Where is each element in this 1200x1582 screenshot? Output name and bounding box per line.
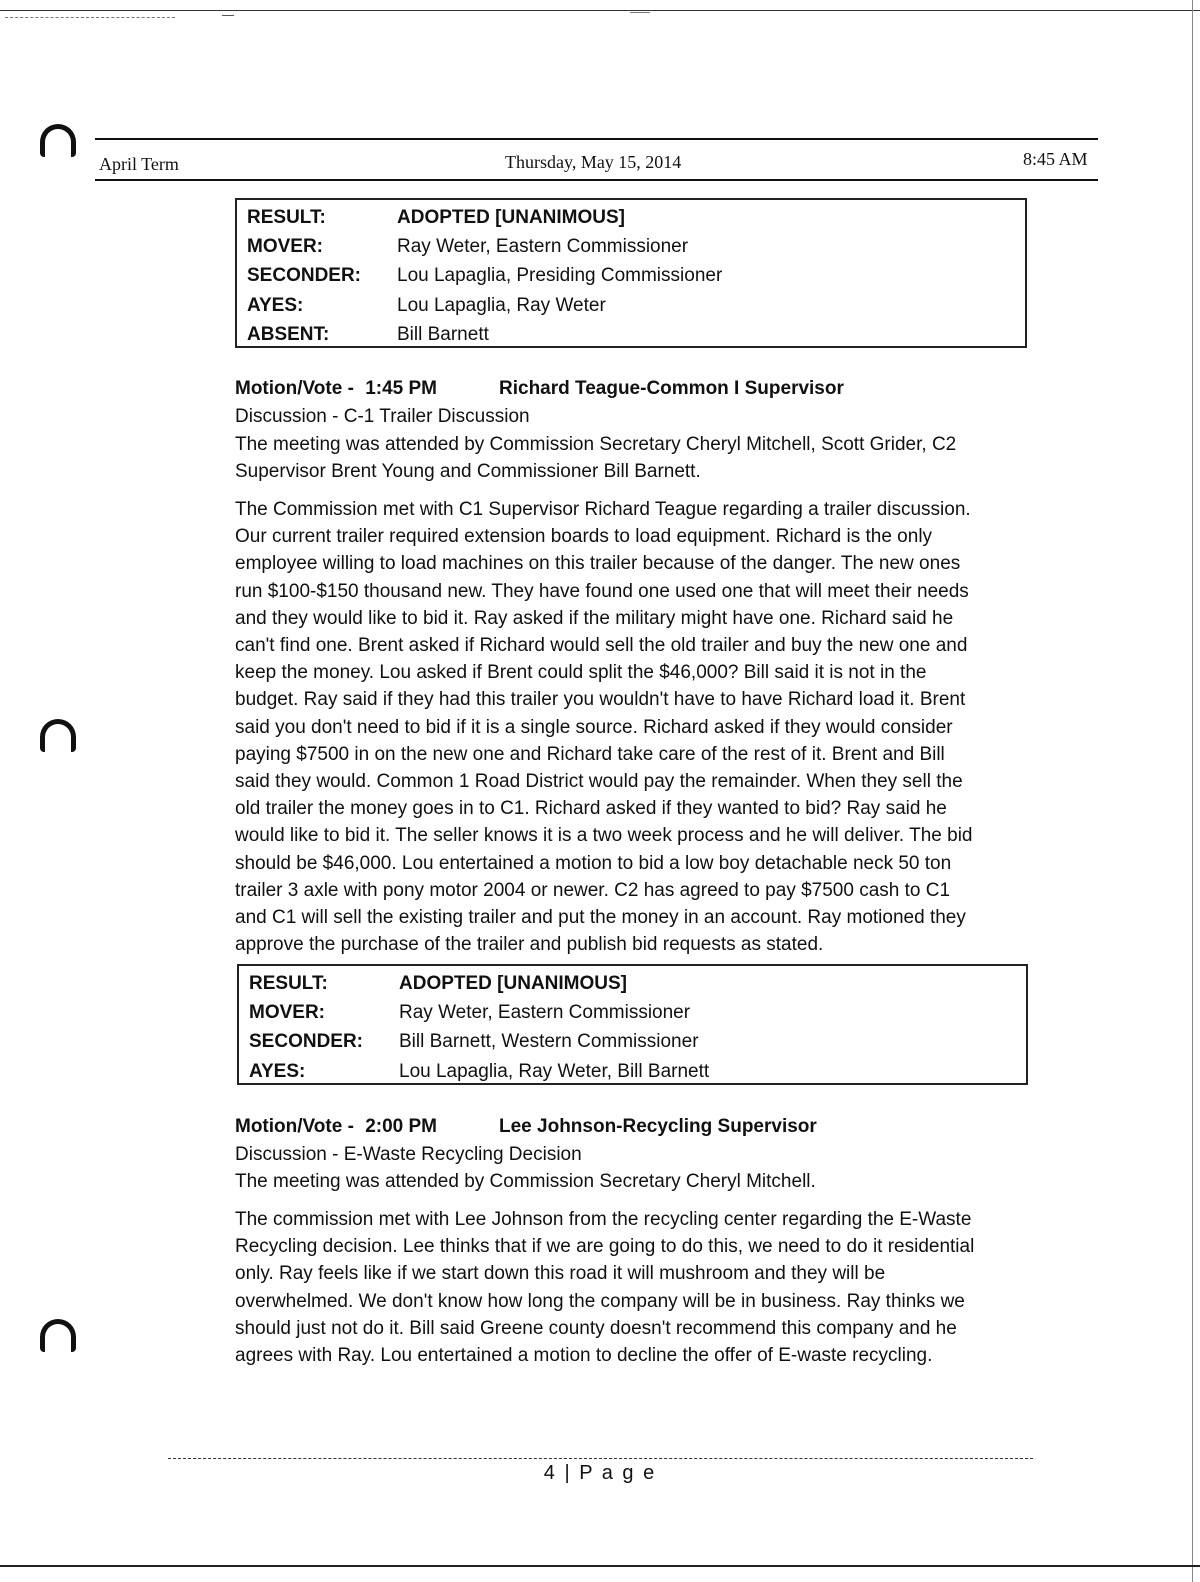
absent-value: Bill Barnett xyxy=(397,323,489,345)
scan-mark xyxy=(222,15,234,16)
result-row xyxy=(249,969,1016,998)
paragraph-line: would like to bid it. The seller knows it is a two week process and he will deliver. The bid xyxy=(235,825,973,847)
motion-heading xyxy=(235,378,844,400)
motion-presenter: Richard Teague-Common I Supervisor xyxy=(499,378,844,399)
discussion-topic: Discussion - C-1 Trailer Discussion xyxy=(235,406,530,427)
result-table xyxy=(237,964,1028,1085)
motion-label: Motion/Vote - xyxy=(235,378,354,399)
punch-hole-icon xyxy=(40,1319,76,1352)
page-number: 4 | P a g e xyxy=(543,1462,657,1484)
result-row xyxy=(247,232,1015,261)
result-key: RESULT: xyxy=(249,972,328,994)
header-rule-top xyxy=(95,138,1098,140)
paragraph-line: said you don't need to bid if it is a single source. Richard asked if they would consider xyxy=(235,716,953,738)
paragraph-line: approve the purchase of the trailer and publish bid requests as stated. xyxy=(235,934,824,956)
paragraph-line: and they would like to bid it. Ray asked if the military might have one. Richard said he xyxy=(235,607,954,629)
result-key: RESULT: xyxy=(247,206,326,228)
scan-mark xyxy=(5,17,175,18)
ayes-key: AYES: xyxy=(247,294,304,316)
seconder-key: SECONDER: xyxy=(249,1031,364,1053)
paragraph-line: budget. Ray said if they had this trailer you wouldn't have to have Richard load it. Brent xyxy=(235,689,966,711)
paragraph-line: employee willing to load machines on this trailer because of the danger. The new ones xyxy=(235,553,961,575)
header-date: Thursday, May 15, 2014 xyxy=(505,152,682,172)
seconder-value: Lou Lapaglia, Presiding Commissioner xyxy=(397,265,723,287)
attendance-line: The meeting was attended by Commission Secretary Cheryl Mitchell, Scott Grider, C2 xyxy=(235,434,957,455)
scan-edge-bottom xyxy=(0,1565,1200,1567)
seconder-value: Bill Barnett, Western Commissioner xyxy=(399,1031,699,1053)
mover-value: Ray Weter, Eastern Commissioner xyxy=(399,1001,691,1023)
paragraph-line: keep the money. Lou asked if Brent could split the $46,000? Bill said it is not in the xyxy=(235,662,927,684)
paragraph-line: paying $7500 in on the new one and Richard take care of the rest of it. Brent and Bill xyxy=(235,743,945,765)
result-row xyxy=(249,998,1016,1027)
paragraph-line: should be $46,000. Lou entertained a motion to bid a low boy detachable neck 50 ton xyxy=(235,852,952,874)
footer-rule xyxy=(168,1458,1033,1459)
paragraph-line: Our current trailer required extension boards to load equipment. Richard is the only xyxy=(235,526,933,548)
paragraph-line: trailer 3 axle with pony motor 2004 or newer. C2 has agreed to pay $7500 cash to C1 xyxy=(235,879,951,901)
result-value: ADOPTED [UNANIMOUS] xyxy=(399,972,627,994)
motion-heading xyxy=(235,1116,817,1138)
ayes-key: AYES: xyxy=(249,1060,306,1082)
result-row xyxy=(247,262,1015,291)
paragraph-line: should just not do it. Bill said Greene county doesn't recommend this company and he xyxy=(235,1317,957,1339)
motion-time: 1:45 PM xyxy=(365,378,437,399)
attendance-line: Supervisor Brent Young and Commissioner Bill Barnett. xyxy=(235,461,701,482)
scan-mark xyxy=(630,12,650,13)
scan-edge-top xyxy=(0,10,1200,11)
attendance-line: The meeting was attended by Commission Secretary Cheryl Mitchell. xyxy=(235,1171,816,1192)
minutes-paragraph xyxy=(235,496,1030,958)
result-row xyxy=(247,203,1015,232)
ayes-value: Lou Lapaglia, Ray Weter, Bill Barnett xyxy=(399,1060,710,1082)
paragraph-line: The commission met with Lee Johnson from the recycling center regarding the E-Waste xyxy=(235,1209,972,1230)
paragraph-line: only. Ray feels like if we start down this road it will mushroom and they will be xyxy=(235,1263,886,1285)
result-row xyxy=(247,320,1015,349)
punch-hole-icon xyxy=(40,124,76,157)
mover-key: MOVER: xyxy=(249,1001,325,1023)
scan-edge-right xyxy=(1192,0,1193,1582)
result-row xyxy=(249,1057,1016,1086)
paragraph-line: Recycling decision. Lee thinks that if we are going to do this, we need to do it residential xyxy=(235,1236,975,1258)
mover-value: Ray Weter, Eastern Commissioner xyxy=(397,235,689,257)
result-row xyxy=(249,1028,1016,1057)
paragraph-line: can't find one. Brent asked if Richard would sell the old trailer and buy the new one and xyxy=(235,635,968,657)
paragraph-line: said they would. Common 1 Road District would pay the remainder. When they sell the xyxy=(235,771,963,793)
result-row xyxy=(247,291,1015,320)
mover-key: MOVER: xyxy=(247,235,323,257)
motion-presenter: Lee Johnson-Recycling Supervisor xyxy=(499,1116,817,1137)
motion-time: 2:00 PM xyxy=(365,1116,437,1137)
paragraph-line: overwhelmed. We don't know how long the company will be in business. Ray thinks we xyxy=(235,1290,965,1312)
punch-hole-icon xyxy=(40,719,76,752)
paragraph-line: agrees with Ray. Lou entertained a motion to decline the offer of E-waste recycling. xyxy=(235,1345,933,1367)
motion-label: Motion/Vote - xyxy=(235,1116,354,1137)
result-value: ADOPTED [UNANIMOUS] xyxy=(397,206,625,228)
header-rule-bottom xyxy=(95,179,1098,181)
result-table xyxy=(235,198,1027,348)
paragraph-line: old trailer the money goes in to C1. Richard asked if they wanted to bid? Ray said he xyxy=(235,798,947,820)
header-time: 8:45 AM xyxy=(1023,149,1088,169)
header-term: April Term xyxy=(99,154,179,174)
paragraph-line: and C1 will sell the existing trailer and put the money in an account. Ray motioned they xyxy=(235,907,966,929)
minutes-paragraph xyxy=(235,1206,1030,1369)
paragraph-line: The Commission met with C1 Supervisor Richard Teague regarding a trailer discussion. xyxy=(235,499,971,520)
absent-key: ABSENT: xyxy=(247,323,330,345)
seconder-key: SECONDER: xyxy=(247,265,362,287)
paragraph-line: run $100-$150 thousand new. They have found one used one that will meet their needs xyxy=(235,580,969,602)
ayes-value: Lou Lapaglia, Ray Weter xyxy=(397,294,606,316)
discussion-topic: Discussion - E-Waste Recycling Decision xyxy=(235,1144,582,1165)
